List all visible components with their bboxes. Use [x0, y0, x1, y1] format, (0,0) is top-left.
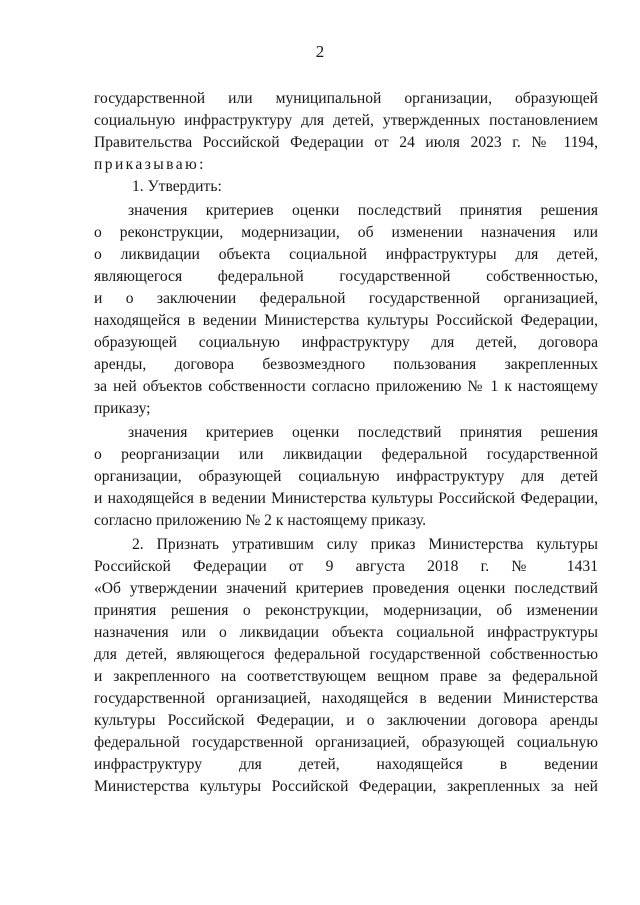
text-line: Министерства культуры Российской Федерации, закрепленных за ней: [94, 778, 598, 795]
text-line: Российской Федерации от 9 августа 2018 г. № 1431: [94, 558, 598, 575]
text-line: согласно приложению № 2 к настоящему приказу.: [94, 512, 427, 529]
text-line: принятия решения о реконструкции, модернизации, об изменении: [94, 602, 598, 619]
text-line: социальную инфраструктуру для детей, утвержденных постановлением: [94, 112, 598, 129]
text-line: и о заключении федеральной государственной организацией,: [94, 290, 598, 307]
text-line: для детей, являющегося федеральной государственной собственностью: [94, 646, 598, 663]
text-line: значения критериев оценки последствий принятия решения: [128, 202, 598, 219]
text-line: приказу;: [94, 400, 151, 417]
text-line: инфраструктуру для детей, находящейся в ведении: [94, 756, 598, 773]
text-line: назначения или о ликвидации объекта социальной инфраструктуры: [94, 624, 598, 641]
text-line: о реконструкции, модернизации, об изменении назначения или: [94, 224, 598, 241]
document-body: [94, 88, 598, 798]
page-number: 2: [315, 42, 325, 61]
text-line: являющегося федеральной государственной собственностью,: [94, 268, 598, 285]
text-line: за ней объектов собственности согласно приложению № 1 к настоящему: [94, 378, 598, 395]
text-line: о реорганизации или ликвидации федеральной государственной: [94, 446, 598, 463]
item-2-line: 2. Признать утратившим силу приказ Министерства культуры: [132, 536, 598, 553]
text-line: Правительства Российской Федерации от 24 июля 2023 г. № 1194,: [94, 134, 598, 151]
text-line: федеральной государственной организацией, образующей социальную: [94, 734, 598, 751]
text-line: «Об утверждении значений критериев проведения оценки последствий: [94, 580, 598, 597]
text-line: и находящейся в ведении Министерства культуры Российской Федерации,: [94, 490, 598, 507]
text-line: о ликвидации объекта социальной инфраструктуры для детей,: [94, 246, 598, 263]
text-line: значения критериев оценки последствий принятия решения: [128, 424, 598, 441]
text-line: государственной или муниципальной организации, образующей: [94, 90, 598, 107]
text-line: культуры Российской Федерации, и о заключении договора аренды: [94, 712, 598, 729]
text-line: и закрепленного на соответствующем вещном праве за федеральной: [94, 668, 598, 685]
text-line: государственной организацией, находящейся в ведении Министерства: [94, 690, 598, 707]
order-word-line: приказываю:: [94, 156, 206, 173]
item-1-heading: 1. Утвердить:: [132, 178, 222, 195]
text-line: аренды, договора безвозмездного пользования закрепленных: [94, 356, 598, 373]
text-line: образующей социальную инфраструктуру для детей, договора: [94, 334, 598, 351]
text-line: находящейся в ведении Министерства культуры Российской Федерации,: [94, 312, 598, 329]
text-line: организации, образующей социальную инфраструктуру для детей: [94, 468, 598, 485]
